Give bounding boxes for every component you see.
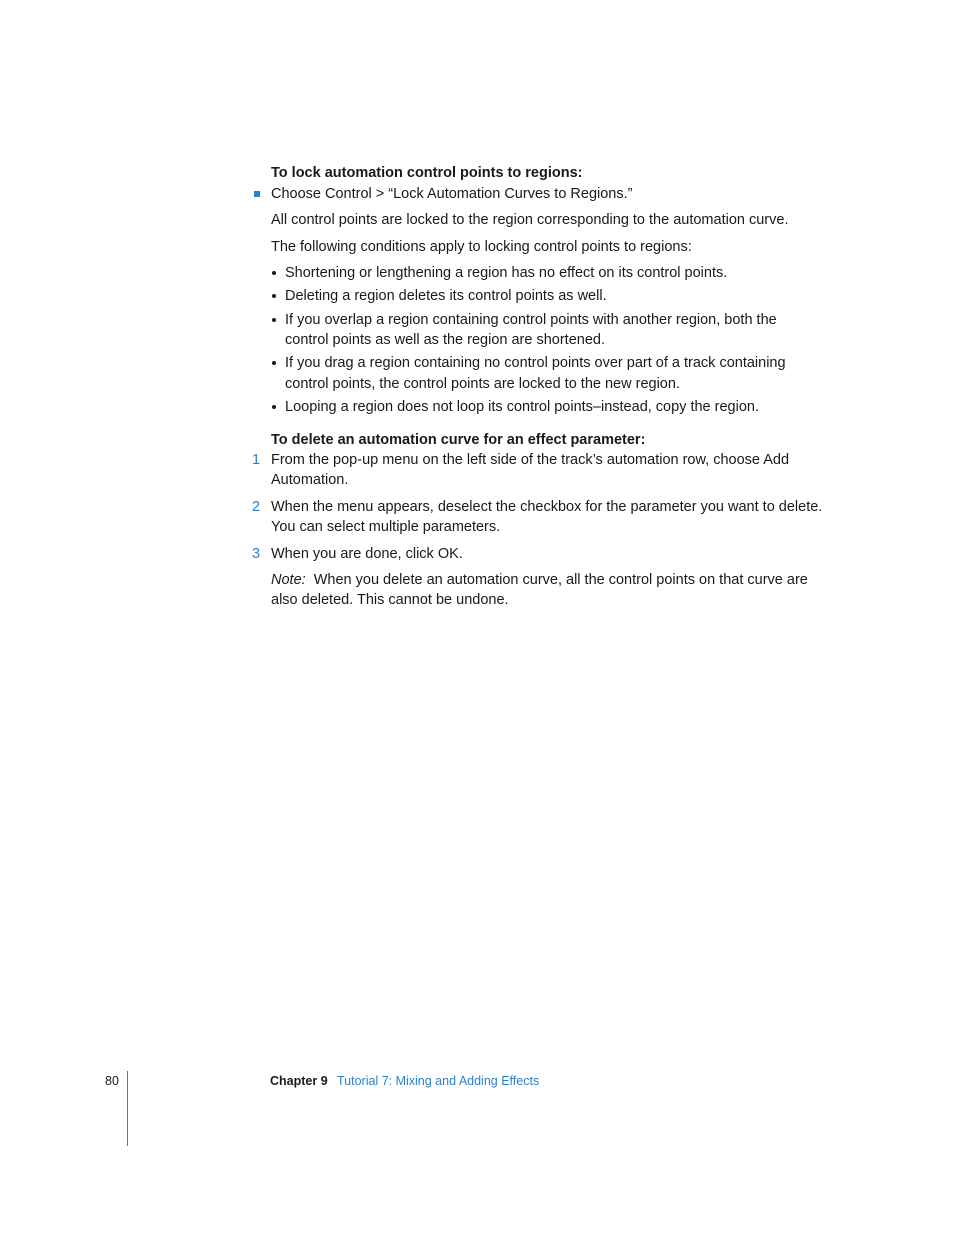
footer-chapter-title: Tutorial 7: Mixing and Adding Effects	[337, 1074, 540, 1088]
step-lock-command: Choose Control > “Lock Automation Curves to Regions.”	[271, 186, 633, 202]
bullet-dot-icon	[272, 271, 276, 275]
result-text: All control points are locked to the region corresponding to the automation curve.	[271, 212, 789, 228]
footer-divider	[127, 1071, 128, 1146]
condition-item-4-line-1: If you drag a region containing no control points over part of a track containing	[285, 355, 786, 371]
step-number-1: 1	[252, 452, 261, 468]
bullet-dot-icon	[272, 361, 276, 365]
step-3-line-1: When you are done, click OK.	[271, 546, 463, 562]
section-heading-lock: To lock automation control points to regions:	[271, 165, 583, 181]
condition-item-4-line-2: control points, the control points are locked to the new region.	[285, 376, 680, 392]
bullet-dot-icon	[272, 294, 276, 298]
note-line-2: also deleted. This cannot be undone.	[271, 592, 509, 608]
note-line-1	[271, 570, 808, 590]
step-2-line-1: When the menu appears, deselect the checkbox for the parameter you want to delete.	[271, 499, 823, 515]
step-number-3: 3	[252, 546, 261, 562]
step-number-2: 2	[252, 499, 261, 515]
condition-item-1: Shortening or lengthening a region has no effect on its control points.	[285, 265, 728, 281]
step-2-line-2: You can select multiple parameters.	[271, 519, 501, 535]
bullet-dot-icon	[272, 405, 276, 409]
square-bullet-icon	[254, 191, 260, 197]
page-number: 80	[105, 1074, 119, 1088]
condition-item-3-line-2: control points as well as the region are shortened.	[285, 332, 605, 348]
footer-chapter-label: Chapter 9	[270, 1074, 328, 1088]
note-text-1: When you delete an automation curve, all the control points on that curve are	[313, 572, 808, 588]
step-1-line-2: Automation.	[271, 472, 349, 488]
conditions-intro: The following conditions apply to locking control points to regions:	[271, 239, 692, 255]
note-label: Note:	[271, 572, 306, 588]
step-1-line-1: From the pop-up menu on the left side of the track’s automation row, choose Add	[271, 452, 790, 468]
condition-item-2: Deleting a region deletes its control points as well.	[285, 288, 607, 304]
condition-item-5: Looping a region does not loop its control points–instead, copy the region.	[285, 399, 759, 415]
bullet-dot-icon	[272, 318, 276, 322]
section-heading-delete: To delete an automation curve for an effect parameter:	[271, 432, 646, 448]
condition-item-3-line-1: If you overlap a region containing control points with another region, both the	[285, 312, 777, 328]
